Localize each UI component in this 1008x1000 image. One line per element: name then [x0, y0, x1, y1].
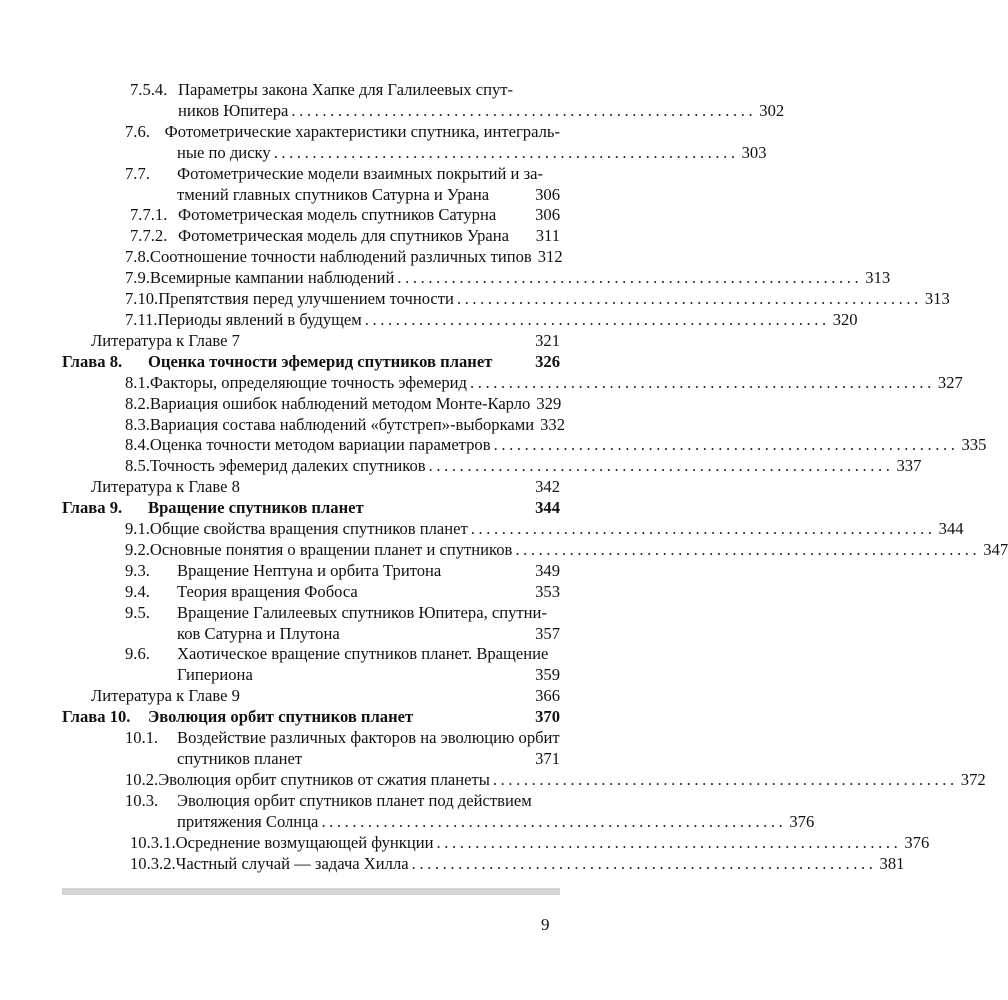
toc-page-number: 313 — [924, 289, 950, 309]
toc-leader: ............................................................ — [291, 100, 757, 120]
toc-title: Вращение Нептуна и орбита Тритона — [177, 560, 442, 580]
toc-number: 8.3. — [125, 414, 150, 434]
toc-title: Теория вращения Фобоса — [177, 581, 358, 601]
toc-number: Глава 9. — [62, 498, 123, 518]
toc-page-number: 366 — [535, 686, 560, 706]
toc-page-number: 337 — [896, 456, 922, 476]
toc-page-number: 344 — [535, 498, 560, 518]
toc-title: Препятствия перед улучшением точности — [158, 289, 454, 309]
toc-leader: ............................................................ — [493, 435, 959, 455]
toc-title: Вариация ошибок наблюдений методом Монте-Карло — [149, 393, 531, 413]
toc-page-number: 372 — [960, 769, 986, 789]
toc-title: Оценка точности методом вариации параметров — [149, 435, 491, 455]
toc-title: Периоды явлений в будущем — [157, 309, 362, 329]
toc-entry — [62, 268, 891, 289]
toc-entry — [62, 769, 986, 791]
toc-number: 8.5. — [125, 456, 150, 476]
page-number: 9 — [541, 915, 550, 934]
toc-page-number: 347 — [983, 539, 1008, 559]
toc-page-number: 332 — [540, 414, 566, 434]
toc-title: Эволюция орбит спутников от сжатия планеты — [158, 769, 490, 789]
toc-literature — [62, 477, 560, 498]
toc-entry — [62, 121, 767, 164]
toc-literature — [62, 331, 560, 352]
toc-leader: ............................................................ — [436, 832, 902, 852]
toc-page-number: 302 — [759, 100, 785, 120]
toc-number: 7.11. — [125, 309, 158, 329]
toc-entry — [62, 519, 964, 540]
toc-page-number: 321 — [535, 330, 560, 350]
toc-leader: ............................................................ — [411, 853, 877, 873]
toc-title: Оценка точности эфемерид спутников планет — [148, 351, 493, 371]
toc-title: Вариация состава наблюдений «бутстреп»-выборками — [149, 414, 535, 434]
toc-entry — [62, 394, 560, 415]
toc-number: 10.3.1. — [130, 832, 176, 852]
toc-page-number: 311 — [535, 226, 560, 246]
toc-leader: ............................................................ — [456, 289, 922, 309]
toc-entry — [62, 205, 560, 226]
toc-entry — [62, 309, 858, 331]
toc-number: 7.6. — [125, 121, 150, 141]
toc-leader: ............................................................ — [273, 142, 739, 162]
toc-title: притяжения Солнца — [177, 811, 319, 831]
toc-entry — [62, 435, 987, 456]
toc-title: ков Сатурна и Плутона — [177, 623, 340, 643]
toc-entry — [62, 414, 566, 436]
toc-leader: ............................................................ — [492, 769, 958, 789]
toc-number: 10.3. — [125, 790, 159, 810]
toc-literature — [62, 686, 560, 707]
toc-title: Точность эфемерид далеких спутников — [149, 456, 426, 476]
toc-leader: ............................................................ — [515, 539, 981, 559]
toc-title: ные по диску — [177, 142, 271, 162]
toc-entry — [62, 853, 905, 875]
toc-number: 7.7. — [125, 163, 150, 183]
toc-number: 8.2. — [125, 393, 150, 413]
toc-number: Глава 8. — [62, 351, 123, 371]
toc-entry — [62, 832, 930, 854]
toc-entry — [62, 582, 560, 603]
toc-title: Фотометрические характеристики спутника, интеграль- — [164, 121, 560, 141]
toc-entry — [62, 247, 563, 268]
toc-leader: ............................................................ — [364, 309, 830, 329]
toc-title: Эволюция орбит спутников планет — [148, 707, 414, 727]
toc-entry — [62, 644, 560, 686]
toc-page-number: 349 — [535, 560, 560, 580]
toc-entry — [62, 456, 922, 477]
toc-title: Осреднение возмущающей функции — [175, 832, 434, 852]
toc-number: 7.8. — [125, 247, 150, 267]
toc-page-number: 353 — [535, 581, 560, 601]
toc-title: Всемирные кампании наблюдений — [149, 268, 395, 288]
toc-title: Фотометрическая модель для спутников Урана — [178, 226, 510, 246]
toc-page-number: 376 — [904, 832, 930, 852]
toc-chapter — [62, 352, 560, 373]
toc-leader: ............................................................ — [397, 268, 863, 288]
toc-page-number: 303 — [741, 142, 767, 162]
toc-page-number: 329 — [536, 393, 562, 413]
toc-title: Вращение Галилеевых спутников Юпитера, спутни- — [177, 602, 547, 622]
toc-page-number: 357 — [535, 623, 560, 643]
toc-page-number: 376 — [789, 811, 815, 831]
toc-page-number: 359 — [535, 665, 560, 685]
toc-leader: ............................................................ — [321, 811, 787, 831]
toc-title: Фотометрические модели взаимных покрытий и за- — [177, 163, 544, 183]
toc-number: 9.1. — [125, 519, 150, 539]
toc-number: 9.2. — [125, 539, 150, 559]
toc-page-number: 306 — [535, 205, 560, 225]
toc-title: Хаотическое вращение спутников планет. Вращение — [177, 644, 549, 664]
toc-title: Частный случай — задача Хилла — [175, 853, 409, 873]
toc-page-number: 326 — [535, 351, 560, 371]
toc-entry — [62, 539, 1008, 561]
toc-page-number: 344 — [938, 519, 964, 539]
toc-number: 9.6. — [125, 644, 150, 664]
toc-number: 7.7.1. — [130, 205, 168, 225]
toc-entry — [62, 603, 560, 645]
toc-title: Гипериона — [177, 665, 253, 685]
toc-number: 7.10. — [125, 289, 159, 309]
footer-rule — [62, 888, 560, 895]
toc-page-number: 320 — [832, 309, 858, 329]
toc-number: 9.4. — [125, 581, 150, 601]
toc-number: 7.5.4. — [130, 80, 168, 99]
toc-title: Параметры закона Хапке для Галилеевых спут- — [178, 80, 514, 99]
toc-chapter — [62, 498, 560, 519]
toc-title: спутников планет — [177, 749, 303, 768]
toc-title: Литература к Главе 8 — [91, 477, 240, 497]
toc-title: ников Юпитера — [178, 100, 289, 120]
toc-number: 8.4. — [125, 435, 150, 455]
toc-leader: ............................................................ — [470, 372, 935, 392]
toc-leader: ............................................................ — [428, 456, 894, 476]
toc-number: 10.1. — [125, 728, 159, 748]
toc-entry — [62, 728, 560, 770]
toc-entry — [62, 372, 963, 394]
toc-page-number: 335 — [961, 435, 987, 455]
toc-title: Факторы, определяющие точность эфемерид — [149, 372, 467, 392]
toc-title: Эволюция орбит спутников планет под действием — [177, 790, 532, 810]
toc-number: 10.3.2. — [130, 853, 176, 873]
toc-page-number: 313 — [865, 268, 891, 288]
toc-page-number: 370 — [535, 707, 560, 727]
toc-number: 9.5. — [125, 602, 150, 622]
toc-entry — [62, 289, 950, 310]
toc-page-number: 371 — [535, 749, 560, 768]
toc-title: Вращение спутников планет — [148, 498, 364, 518]
toc-title: Воздействие различных факторов на эволюцию орбит — [177, 728, 560, 748]
toc-number: 7.9. — [125, 268, 150, 288]
toc-page-number: 342 — [535, 477, 560, 497]
toc-leader: ............................................................ — [470, 519, 936, 539]
toc-entry — [62, 561, 560, 582]
toc-page-number: 327 — [937, 372, 963, 392]
toc-number: Глава 10. — [62, 707, 131, 727]
toc-page-number: 306 — [535, 184, 560, 204]
toc-title: Соотношение точности наблюдений различных типов — [149, 247, 532, 267]
toc-chapter — [62, 707, 560, 728]
toc-entry — [62, 164, 560, 206]
toc-number: 7.7.2. — [130, 226, 168, 246]
toc-page-number: 312 — [537, 247, 563, 267]
toc-number: 9.3. — [125, 560, 150, 580]
toc-title: Литература к Главе 7 — [91, 330, 240, 350]
toc-title: Общие свойства вращения спутников планет — [149, 519, 468, 539]
toc-entry — [62, 790, 815, 833]
toc-number: 10.2. — [125, 769, 159, 789]
table-of-contents — [62, 80, 1008, 874]
toc-title: тмений главных спутников Сатурна и Урана — [177, 184, 490, 204]
toc-title: Основные понятия о вращении планет и спутников — [149, 539, 513, 559]
toc-number: 8.1. — [125, 372, 150, 392]
toc-page-number: 381 — [879, 853, 905, 873]
toc-title: Литература к Главе 9 — [91, 686, 240, 706]
toc-title: Фотометрическая модель спутников Сатурна — [178, 205, 497, 225]
toc-entry — [62, 80, 785, 122]
toc-entry — [62, 226, 560, 247]
